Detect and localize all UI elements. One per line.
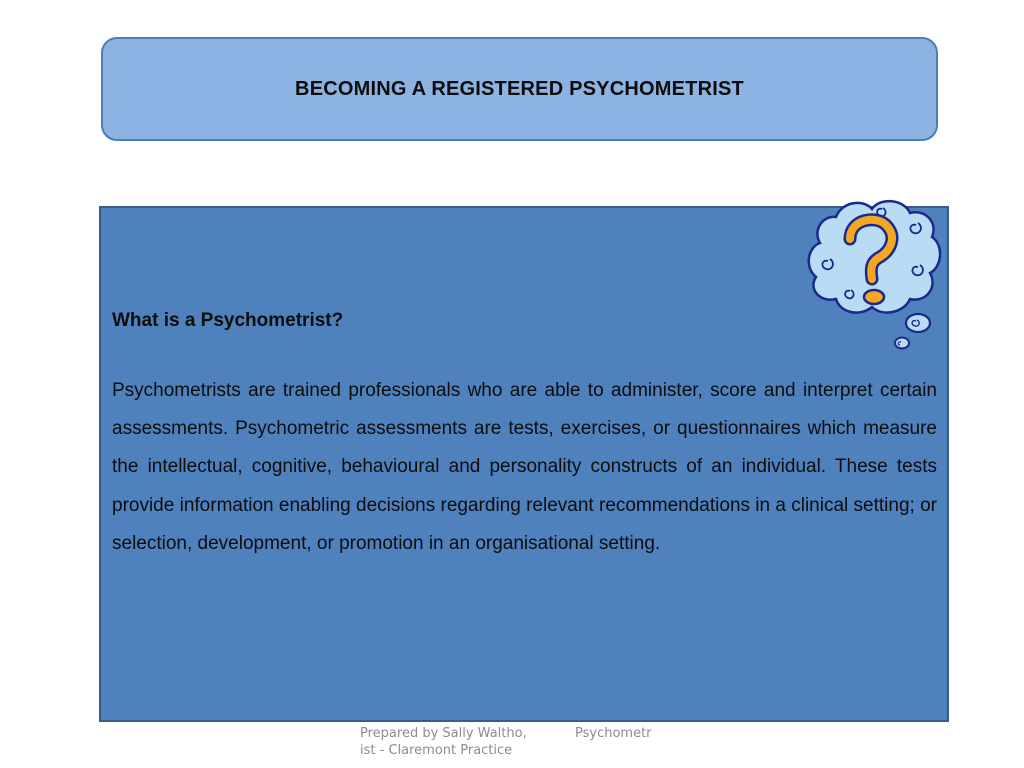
footer-practice: ist - Claremont Practice (360, 743, 513, 758)
question-mark-thought-bubble-icon (806, 195, 942, 355)
title-box (101, 37, 938, 141)
section-heading: What is a Psychometrist? (112, 310, 344, 331)
footer-credit (360, 725, 665, 759)
body-paragraph: Psychometrists are trained professionals who are able to administer, score and interpret certain assessments. Psychometric assessments are tests, exercises, or questionnaires which measure the intellectual, cognitive, behavioural and personality constructs of an individual. These tests provide information enabling decisions regarding relevant recommendations in a clinical setting; or selection, development, or promotion in an organisational setting. (112, 380, 937, 554)
footer-role: Psychometr (575, 726, 652, 741)
footer-prepared-by: Prepared by Sally Waltho, (360, 726, 527, 741)
slide-title: BECOMING A REGISTERED PSYCHOMETRIST (295, 77, 744, 100)
